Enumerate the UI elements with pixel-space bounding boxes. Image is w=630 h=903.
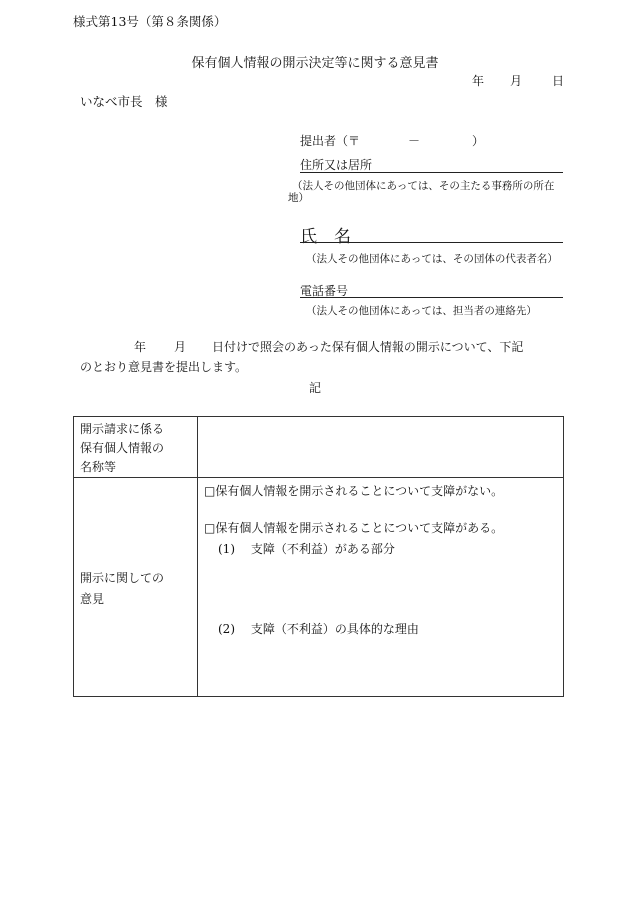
item-2: (2) 支障（不利益）の具体的な理由: [218, 622, 419, 636]
row1-label-line: 保有個人情報の: [80, 441, 165, 455]
document-title: 保有個人情報の開示決定等に関する意見書: [191, 56, 439, 71]
row2-value-cell[interactable]: [198, 478, 564, 697]
submitter-label: 提出者（〒: [300, 134, 361, 148]
postal-close: ）: [472, 134, 485, 148]
phone-underline: [300, 297, 563, 298]
address-note-1: （法人その他団体にあっては、その主たる事務所の所在: [292, 180, 555, 192]
body-year: 年: [134, 340, 147, 354]
address-label: 住所又は居所: [300, 158, 373, 172]
row1-label-cell: [74, 417, 198, 478]
row1-value-cell[interactable]: [198, 417, 564, 478]
row2-label-line: 開示に関しての: [80, 570, 165, 585]
address-note-2: 地）: [288, 192, 309, 204]
row2-label-cell: [74, 478, 198, 697]
option-issue[interactable]: □保有個人情報を開示されることについて支障がある。: [204, 521, 504, 535]
option-no-issue[interactable]: □保有個人情報を開示されることについて支障がない。: [204, 484, 504, 498]
phone-label: 電話番号: [300, 284, 349, 298]
addressee: いなべ市長 様: [80, 94, 168, 109]
body-month: 月: [174, 340, 187, 354]
item-1: (1) 支障（不利益）がある部分: [218, 542, 395, 556]
name-label: 氏 名: [300, 227, 351, 247]
ki-label: 記: [309, 381, 322, 395]
opinion-table: [73, 416, 564, 697]
form-number: 様式第13号（第８条関係）: [73, 14, 227, 29]
name-note: （法人その他団体にあっては、その団体の代表者名）: [306, 253, 558, 265]
date-day: 日: [552, 74, 565, 88]
body-line1: 日付けで照会のあった保有個人情報の開示について、下記: [212, 340, 524, 354]
row1-label-line: 開示請求に係る: [80, 422, 165, 436]
phone-note: （法人その他団体にあっては、担当者の連絡先）: [306, 305, 537, 317]
date-year: 年: [472, 74, 485, 88]
row1-label-line: 名称等: [80, 460, 117, 474]
body-line2: のとおり意見書を提出します。: [80, 360, 248, 374]
table-row: [74, 478, 564, 697]
date-month: 月: [510, 74, 523, 88]
name-underline: [300, 242, 563, 243]
row2-label-line: 意見: [80, 591, 105, 606]
table-row: [74, 417, 564, 478]
address-underline: [300, 172, 563, 173]
postal-dash: －: [408, 134, 421, 148]
